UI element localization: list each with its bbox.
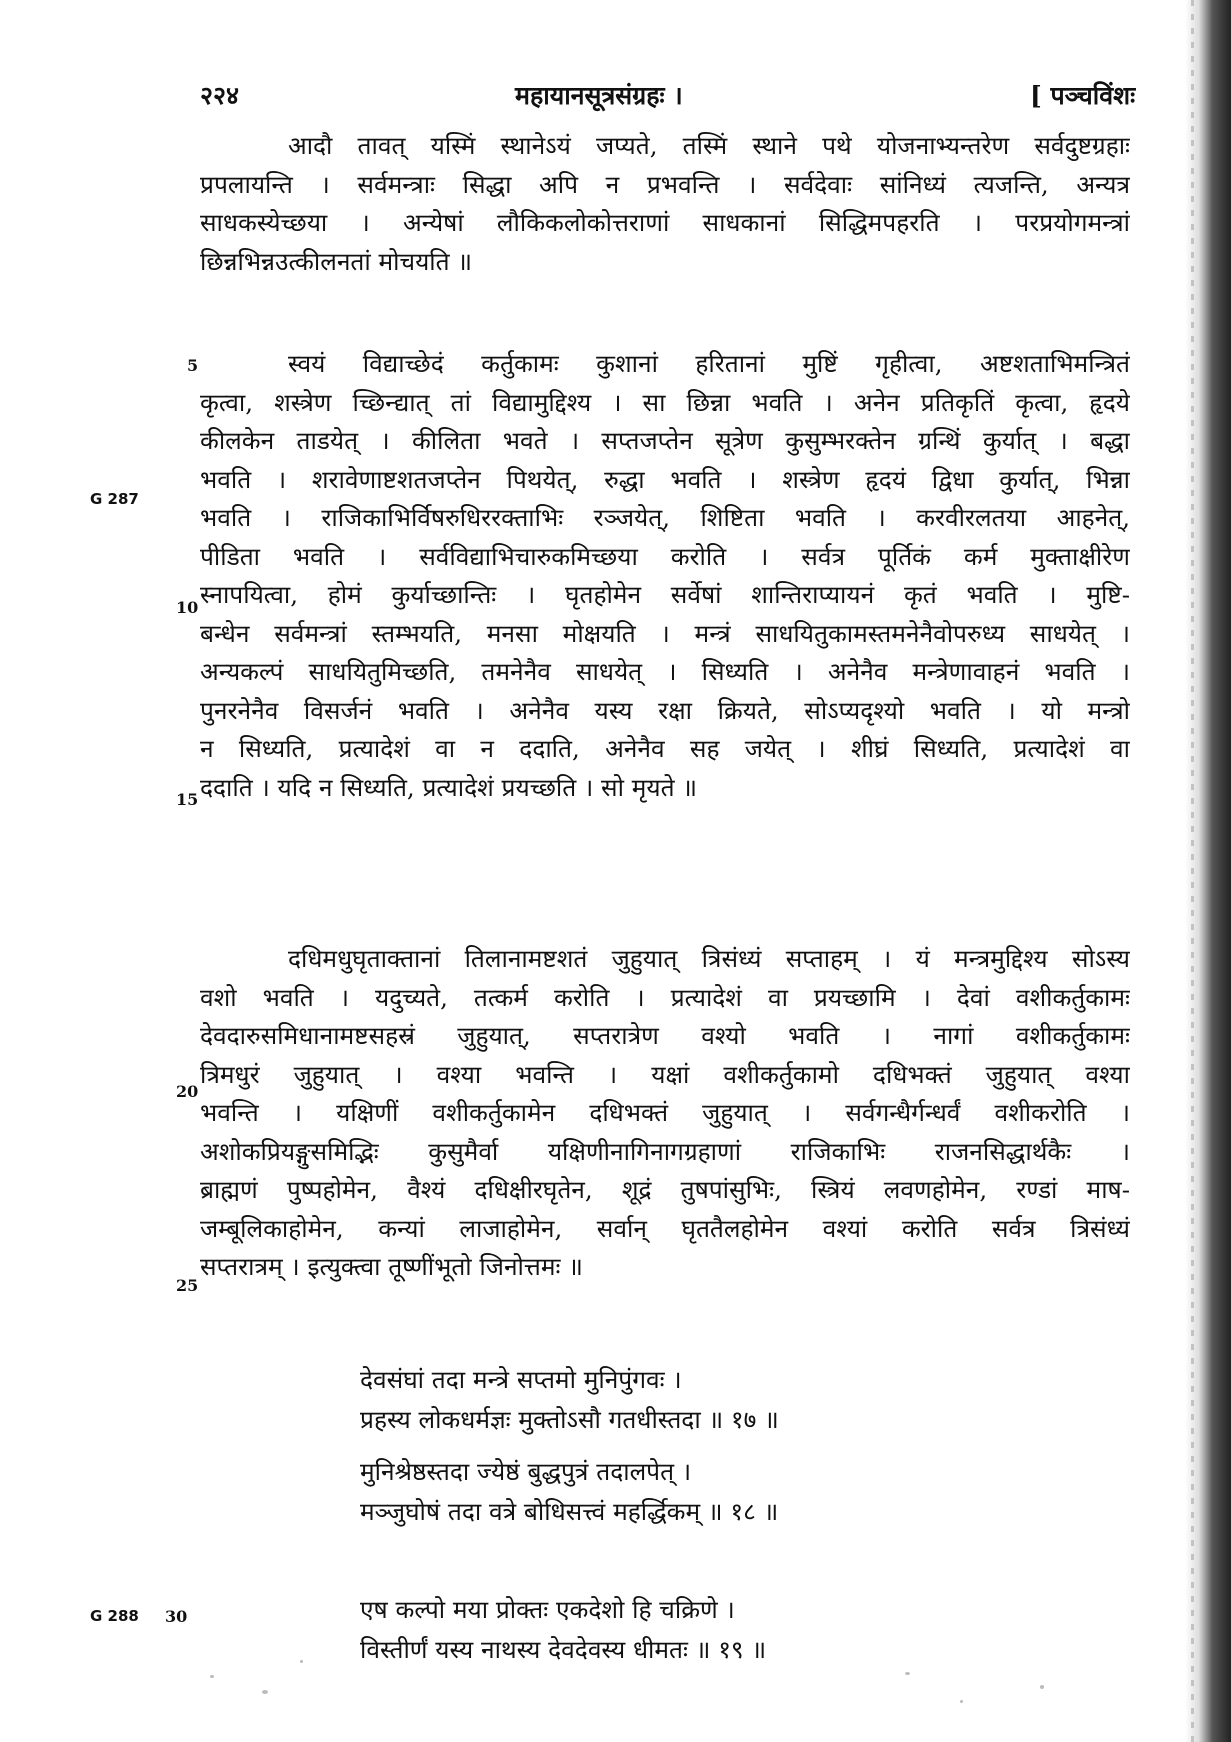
text-line: दधिमधुघृताक्तानां तिलानामष्टशतं जुहुयात् त्रिसंध्यं सप्ताहम् । यं मन्त्रमुद्दिश्य सोऽस्य xyxy=(288,944,1130,973)
text-line: छिन्नभिन्नउत्कीलनतां मोचयति ॥ xyxy=(200,246,473,276)
line-number-20: 20 xyxy=(176,1082,199,1101)
text-line: पीडिता भवति । सर्वविद्याभिचारुकमिच्छया करोति । सर्वत्र पूर्तिकं कर्म मुक्ताक्षीरेण xyxy=(200,541,1130,571)
page-number: २२४ xyxy=(200,81,240,110)
text-line: भवति । राजिकाभिर्विषरुधिररक्ताभिः रञ्जयेत्, शिष्टिता भवति । करवीरलतया आहनेत्, xyxy=(200,503,1130,532)
chapter-heading: [ पञ्चविंशः xyxy=(1030,81,1136,110)
running-title: महायानसूत्रसंग्रहः । xyxy=(515,81,683,110)
margin-ref-g288: G 288 xyxy=(90,1607,139,1625)
text-line: वशो भवति । यदुच्यते, तत्कर्म करोति । प्रत्यादेशं वा प्रयच्छामि । देवां वशीकर्तुकामः xyxy=(200,982,1130,1012)
verse-19 xyxy=(360,1590,980,1670)
text-line: कृत्वा, शस्त्रेण च्छिन्द्यात् तां विद्यामुद्दिश्य । सा छिन्ना भवति । अनेन प्रतिकृतिं कृत्वा, हृदये xyxy=(200,387,1130,417)
paragraph-3 xyxy=(200,940,1130,1287)
verse-line: मुनिश्रेष्ठस्तदा ज्येष्ठं बुद्धपुत्रं तदालपेत् । xyxy=(360,1457,692,1486)
scan-speck xyxy=(300,1660,303,1663)
text-line: भवन्ति । यक्षिणीं वशीकर्तुकामेन दधिभक्तं जुहुयात् । सर्वगन्धैर्गन्धर्वं वशीकरोति । xyxy=(200,1098,1130,1127)
verse-line: विस्तीर्णं यस्य नाथस्य देवदेवस्य धीमतः ॥ १९ ॥ xyxy=(360,1635,767,1664)
line-number-15: 15 xyxy=(176,790,199,809)
verse-18 xyxy=(360,1452,980,1532)
scan-speck xyxy=(905,1672,910,1675)
verse-line: देवसंघां तदा मन्त्रे सप्तमो मुनिपुंगवः । xyxy=(360,1365,682,1394)
text-line: अशोकप्रियङ्गुसमिद्भिः कुसुमैर्वा यक्षिणीनागिनागग्रहाणां राजिकाभिः राजनसिद्धार्थकैः । xyxy=(200,1136,1130,1166)
scan-speck xyxy=(262,1690,268,1694)
line-number-5: 5 xyxy=(187,356,199,375)
paragraph-2 xyxy=(200,345,1130,807)
line-number-10: 10 xyxy=(176,598,199,617)
text-line: ब्राह्मणं पुष्पहोमेन, वैश्यं दधिक्षीरघृतेन, शूद्रं तुषपांसुभिः, स्त्रियं लवणहोमेन, रण्डां माष- xyxy=(200,1175,1130,1204)
page-edge-shadow xyxy=(1185,0,1231,1742)
text-line: न सिध्यति, प्रत्यादेशं वा न ददाति, अनेनैव सह जयेत् । शीघ्रं सिध्यति, प्रत्यादेशं वा xyxy=(200,734,1130,763)
margin-ref-g287: G 287 xyxy=(90,490,139,508)
verse-17 xyxy=(360,1360,980,1440)
text-line: त्रिमधुरं जुहुयात् । वश्या भवन्ति । यक्षां वशीकर्तुकामो दधिभक्तं जुहुयात् वश्या xyxy=(200,1059,1130,1089)
text-line: ददाति । यदि न सिध्यति, प्रत्यादेशं प्रयच्छति । सो मृयते ॥ xyxy=(200,772,698,802)
text-line: साधकस्येच्छया । अन्येषां लौकिकलोकोत्तराणां साधकानां सिद्धिमपहरति । परप्रयोगमन्त्रां xyxy=(200,208,1130,237)
text-line: स्वयं विद्याच्छेदं कर्तुकामः कुशानां हरितानां मुष्टिं गृहीत्वा, अष्टशताभिमन्त्रितं xyxy=(288,349,1130,378)
text-line: बन्धेन सर्वमन्त्रां स्तम्भयति, मनसा मोक्षयति । मन्त्रं साधयितुकामस्तमनेनैवोपरुध्य साधयेत् । xyxy=(200,618,1130,648)
paragraph-1 xyxy=(200,127,1130,281)
text-line: जम्बूलिकाहोमेन, कन्यां लाजाहोमेन, सर्वान् घृततैलहोमेन वश्यां करोति सर्वत्र त्रिसंध्यं xyxy=(200,1213,1130,1243)
page-header xyxy=(0,78,1180,118)
text-line: देवदारुसमिधानामष्टसहस्रं जुहुयात्, सप्तरात्रेण वश्यो भवति । नागां वशीकर्तुकामः xyxy=(200,1021,1130,1050)
verse-line: प्रहस्य लोकधर्मज्ञः मुक्तोऽसौ गतधीस्तदा ॥ १७ ॥ xyxy=(360,1405,779,1434)
text-line: भवति । शरावेणाष्टशतजप्तेन पिथयेत्, रुद्धा भवति । शस्त्रेण हृदयं द्विधा कुर्यात्, भिन्ना xyxy=(200,464,1130,494)
line-number-30: 30 xyxy=(165,1607,188,1626)
text-line: कीलकेन ताडयेत् । कीलिता भवते । सप्तजप्तेन सूत्रेण कुसुम्भरक्तेन ग्रन्थिं कुर्यात् । बद्धा xyxy=(200,426,1130,455)
verse-line: मञ्जुघोषं तदा वत्रे बोधिसत्त्वं महर्द्धिकम् ॥ १८ ॥ xyxy=(360,1497,779,1526)
text-line: प्रपलायन्ति । सर्वमन्त्राः सिद्धा अपि न प्रभवन्ति । सर्वदेवाः सांनिध्यं त्यजन्ति, अन्यत्र xyxy=(200,169,1130,199)
text-line: सप्तरात्रम् । इत्युक्त्वा तूष्णींभूतो जिनोत्तमः ॥ xyxy=(200,1252,583,1281)
text-line: पुनरनेनैव विसर्जनं भवति । अनेनैव यस्य रक्षा क्रियते, सोऽप्यदृश्यो भवति । यो मन्त्रो xyxy=(200,695,1130,725)
scan-speck xyxy=(960,1700,963,1703)
scan-speck xyxy=(1040,1685,1044,1689)
verse-line: एष कल्पो मया प्रोक्तः एकदेशो हि चक्रिणे । xyxy=(360,1595,735,1624)
text-line: आदौ तावत् यस्मिं स्थानेऽयं जप्यते, तस्मिं स्थाने पथे योजनाभ्यन्तरेण सर्वदुष्टग्रहाः xyxy=(288,131,1130,160)
line-number-25: 25 xyxy=(176,1276,199,1295)
scan-speck xyxy=(210,1675,214,1678)
text-line: स्नापयित्वा, होमं कुर्याच्छान्तिः । घृतहोमेन सर्वेषां शान्तिराप्यायनं कृतं भवति । मुष्टि- xyxy=(200,580,1130,609)
text-line: अन्यकल्पं साधयितुमिच्छति, तमनेनैव साधयेत् । सिध्यति । अनेनैव मन्त्रेणावाहनं भवति । xyxy=(200,657,1130,686)
